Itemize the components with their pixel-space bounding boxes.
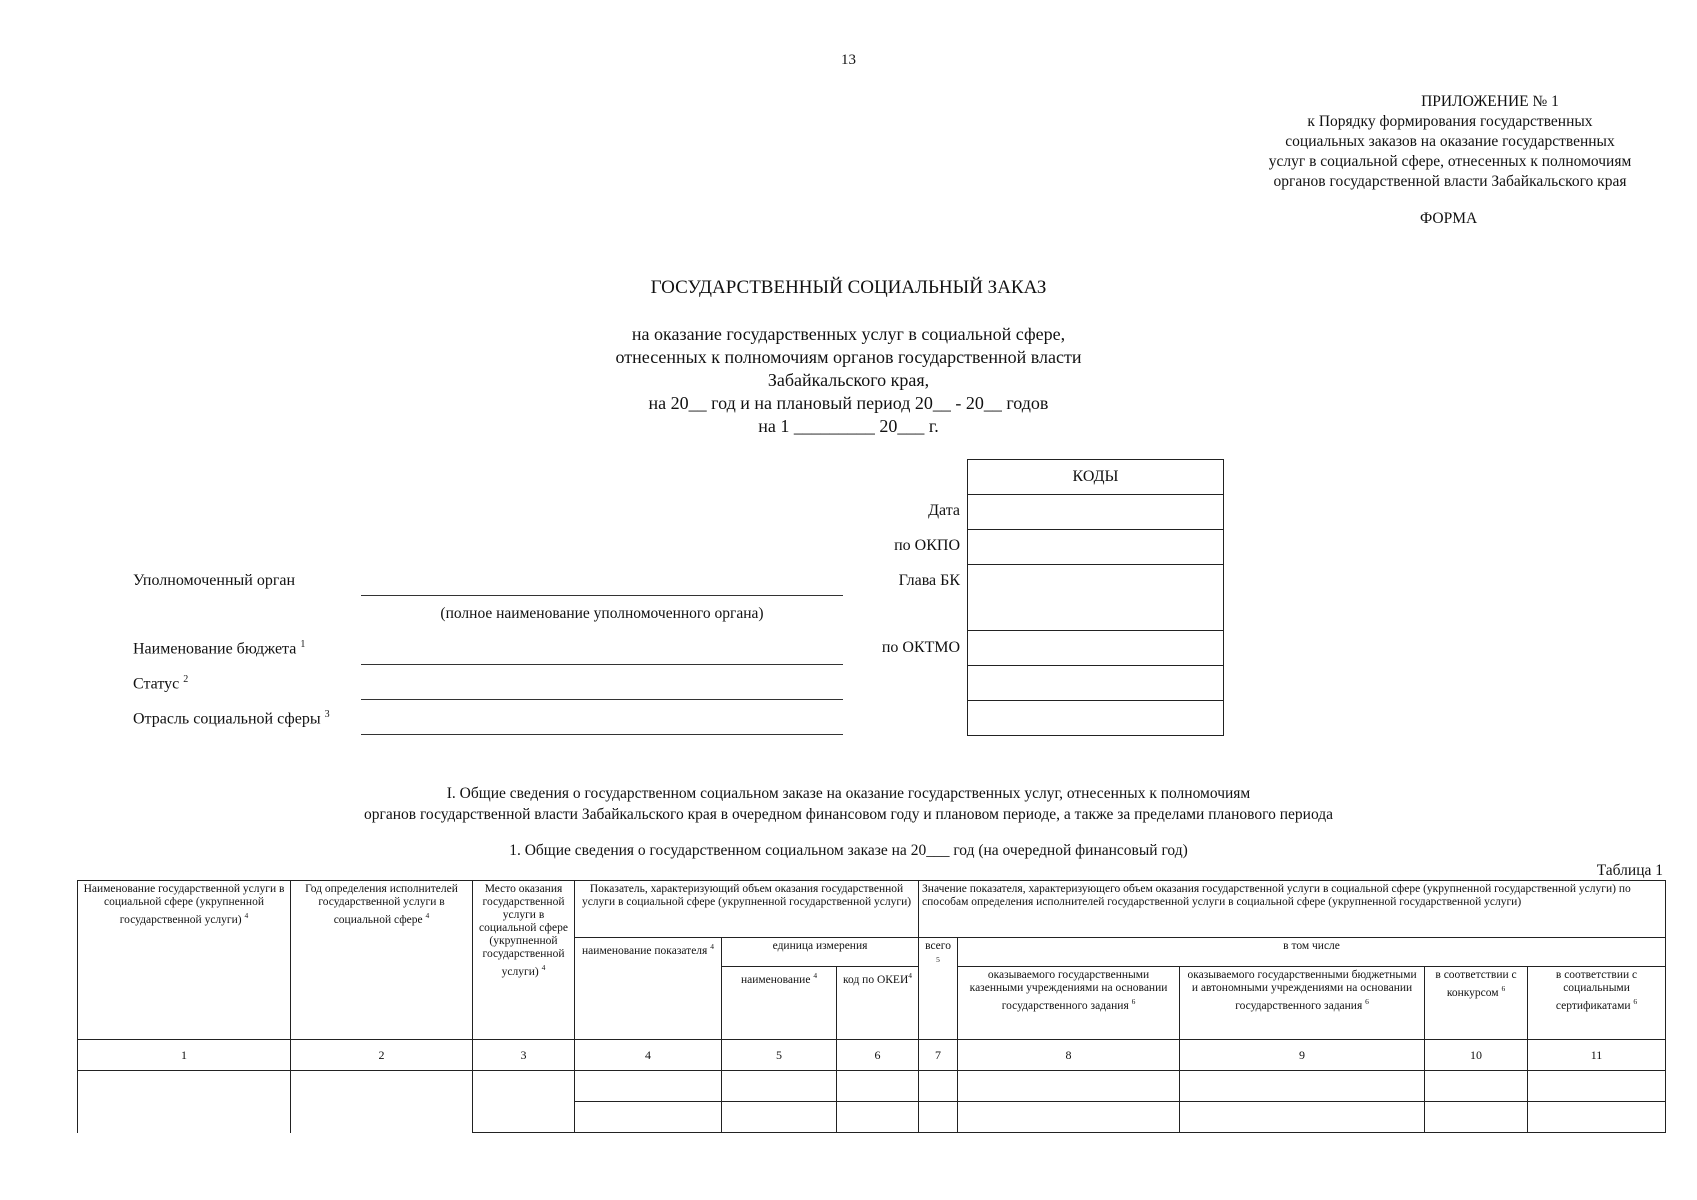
authorized-body-field[interactable] (361, 595, 843, 596)
section-heading (0, 783, 1697, 825)
table-cell[interactable] (78, 1071, 291, 1133)
table-cell[interactable] (919, 1102, 958, 1133)
subsection-heading: 1. Общие сведения о государственном социальном заказе на 20___ год (на очередной финансовый год) (509, 842, 1188, 859)
subtitle-line: на 1 _________ 20___ г. (758, 416, 939, 436)
code-cell-extra[interactable] (968, 701, 1224, 736)
table-1 (77, 880, 1666, 1133)
section-heading-line: органов государственной власти Забайкальского края в очередном финансовом году и плановом периоде, а также за пределами планового периода (363, 806, 1334, 823)
form-label: ФОРМА (1420, 210, 1478, 227)
label-oktmo: по ОКТМО (881, 639, 960, 656)
column-number: 3 (473, 1040, 575, 1071)
table-cell[interactable] (473, 1071, 575, 1133)
header-year: Год определения исполнителей государственной услуги в социальной сфере $^4$ (291, 881, 473, 1040)
label-text: Наименование бюджета (133, 640, 297, 658)
budget-name-field[interactable] (361, 664, 843, 665)
table-cell[interactable] (1425, 1071, 1528, 1102)
appendix-title: ПРИЛОЖЕНИЕ № 1 (1421, 93, 1559, 110)
header-okei: код по ОКЕИ$^4$ (837, 967, 919, 1040)
subtitle-line: отнесенных к полномочиям органов государственной власти (615, 347, 1082, 367)
table-cell[interactable] (919, 1071, 958, 1102)
column-numbers-row (78, 1040, 1666, 1071)
header-total: всего $^5$ (919, 938, 958, 1040)
table-cell[interactable] (958, 1071, 1180, 1102)
table-cell[interactable] (1528, 1102, 1666, 1133)
appendix-line: органов государственной власти Забайкальского края (1273, 173, 1627, 190)
authorized-body-hint: (полное наименование уполномоченного органа) (440, 605, 764, 622)
header-state-institutions: оказываемого государственными казенными учреждениями на основании государственного задания $^6$ (958, 967, 1180, 1040)
header-indicator: Показатель, характеризующий объем оказания государственной услуги в социальной сфере (укрупненной государственной услуги) (575, 881, 919, 938)
appendix-line: услуг в социальной сфере, отнесенных к полномочиям (1268, 153, 1632, 170)
table-cell[interactable] (722, 1071, 837, 1102)
code-cell-extra[interactable] (968, 666, 1224, 701)
codes-table (967, 459, 1224, 736)
header-unit: единица измерения (722, 938, 919, 967)
column-number: 11 (1528, 1040, 1666, 1071)
appendix-block (1230, 92, 1670, 192)
table-cell[interactable] (575, 1102, 722, 1133)
column-number: 9 (1180, 1040, 1425, 1071)
table-cell[interactable] (1425, 1102, 1528, 1133)
footnote-mark: 2 (183, 674, 189, 685)
header-certificates: в соответствии с социальными сертификатами $^6$ (1528, 967, 1666, 1040)
document-subtitle (0, 323, 1697, 438)
section-heading-line: I. Общие сведения о государственном социальном заказе на оказание государственных услуг, отнесенных к полномочиям (446, 785, 1251, 802)
column-number: 7 (919, 1040, 958, 1071)
subtitle-line: Забайкальского края, (767, 370, 930, 390)
column-number: 10 (1425, 1040, 1528, 1071)
table-cell[interactable] (1180, 1071, 1425, 1102)
column-number: 8 (958, 1040, 1180, 1071)
column-number: 1 (78, 1040, 291, 1071)
appendix-line: к Порядку формирования государственных (1307, 113, 1593, 130)
document-title: ГОСУДАРСТВЕННЫЙ СОЦИАЛЬНЫЙ ЗАКАЗ (650, 277, 1047, 298)
table-cell[interactable] (575, 1071, 722, 1102)
table-cell[interactable] (722, 1102, 837, 1133)
label-okpo: по ОКПО (894, 537, 960, 554)
appendix-line: социальных заказов на оказание государственных (1285, 133, 1615, 150)
header-indicator-name: наименование показателя $^4$ (575, 938, 722, 1040)
code-cell-glava-bk[interactable] (968, 565, 1224, 631)
table-row (78, 1071, 1666, 1102)
table-cell[interactable] (958, 1102, 1180, 1133)
sector-field[interactable] (361, 734, 843, 735)
header-budget-institutions: оказываемого государственными бюджетными и автономными учреждениями на основании государственного задания $^6$ (1180, 967, 1425, 1040)
header-place: Место оказания государственной услуги в социальной сфере (укрупненной государственной услуги) $^4$ (473, 881, 575, 1040)
codes-header: КОДЫ (968, 460, 1224, 495)
header-value: Значение показателя, характеризующего объем оказания государственной услуги в социальной сфере (укрупненной государственной услуги) по способам определения исполнителей государственной услуги в социальной сфере (укрупненной государственной услуги) (919, 881, 1666, 938)
subtitle-line: на 20__ год и на плановый период 20__ - 20__ годов (648, 393, 1049, 413)
column-number: 5 (722, 1040, 837, 1071)
table-cell[interactable] (1180, 1102, 1425, 1133)
label-sector (133, 709, 330, 728)
header-including: в том числе (958, 938, 1666, 967)
header-service-name: Наименование государственной услуги в социальной сфере (укрупненной государственной услуги) $^4$ (78, 881, 291, 1040)
table-label: Таблица 1 (1596, 862, 1663, 879)
column-number: 2 (291, 1040, 473, 1071)
code-cell-oktmo[interactable] (968, 631, 1224, 666)
label-date: Дата (928, 502, 960, 519)
status-field[interactable] (361, 699, 843, 700)
header-unit-name: наименование $^4$ (722, 967, 837, 1040)
label-glava-bk: Глава БК (898, 572, 960, 589)
label-authorized-body: Уполномоченный орган (133, 572, 296, 589)
label-text: Отрасль социальной сферы (133, 710, 321, 728)
page-number: 13 (841, 52, 856, 68)
label-text: Статус (133, 675, 180, 693)
table-cell[interactable] (1528, 1071, 1666, 1102)
table-cell[interactable] (837, 1102, 919, 1133)
code-cell-date[interactable] (968, 495, 1224, 530)
code-cell-okpo[interactable] (968, 530, 1224, 565)
table-cell[interactable] (837, 1071, 919, 1102)
header-contest: в соответствии с конкурсом $^6$ (1425, 967, 1528, 1040)
footnote-mark: 1 (300, 639, 306, 650)
footnote-mark: 3 (324, 709, 330, 720)
label-budget-name (133, 639, 305, 658)
column-number: 4 (575, 1040, 722, 1071)
label-status (133, 674, 188, 693)
subtitle-line: на оказание государственных услуг в социальной сфере, (631, 324, 1066, 344)
column-number: 6 (837, 1040, 919, 1071)
table-cell[interactable] (291, 1071, 473, 1133)
